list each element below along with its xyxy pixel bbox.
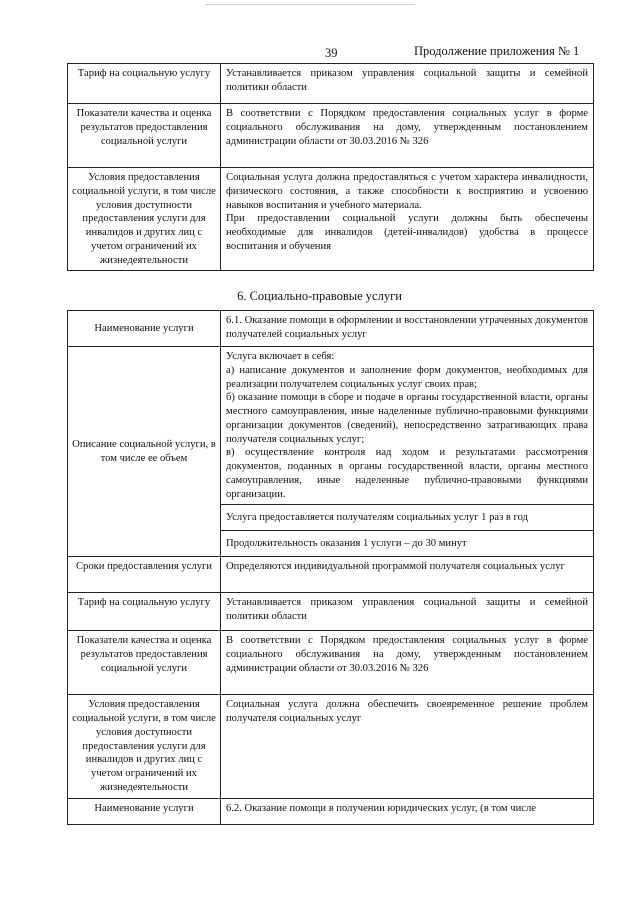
quality-value: В соответствии с Порядком предоставления социальных услуг в форме социального обслуживания на дому, утвержденным постановлением администрации области от 30.03.2016 № 326	[221, 104, 594, 168]
next-service-name-label: Наименование услуги	[68, 798, 221, 824]
frequency-value: Услуга предоставляется получателям социальных услуг 1 раз в год	[221, 505, 594, 531]
quality-value: В соответствии с Порядком предоставления социальных услуг в форме социального обслуживания на дому, утвержденным постановлением администрации области от 30.03.2016 № 326	[221, 631, 594, 695]
conditions-line: При предоставлении социальной услуги должны быть обеспечены необходимые для инвалидов (детей-инвалидов) удобства в процессе воспитания и обучения	[226, 213, 588, 252]
table-row	[68, 557, 594, 593]
duration-value: Продолжительность оказания 1 услуги – до 30 минут	[221, 531, 594, 557]
quality-label: Показатели качества и оценка результатов предоставления социальной услуги	[68, 631, 221, 695]
description-label: Описание социальной услуги, в том числе ее объем	[68, 347, 221, 557]
table-row	[68, 168, 594, 271]
table-row	[68, 64, 594, 104]
conditions-value: Социальная услуга должна обеспечить своевременное решение проблем получателя социальных услуг	[221, 695, 594, 798]
tariff-value: Устанавливается приказом управления социальной защиты и семейной политики области	[221, 64, 594, 104]
conditions-label: Условия предоставления социальной услуги, в том числе условия доступности предоставления услуги для инвалидов и других лиц с учетом ограничений их жизнедеятельности	[68, 168, 221, 271]
social-legal-services-table	[67, 310, 594, 825]
table-row	[68, 798, 594, 824]
description-value	[221, 347, 594, 505]
page-number: 39	[325, 46, 338, 60]
table-row	[68, 311, 594, 347]
description-line: в) осуществление контроля над ходом и результатами рассмотрения документов, поданных в органы государственной власти, органы местного самоуправления, иные наделенные публично-правовыми функциями организации.	[226, 447, 588, 500]
scan-top-mark	[205, 4, 415, 8]
table-row	[68, 104, 594, 168]
table-row	[68, 347, 594, 505]
terms-value: Определяются индивидуальной программой получателя социальных услуг	[221, 557, 594, 593]
next-service-name-value: 6.2. Оказание помощи в получении юридических услуг, (в том числе	[221, 798, 594, 824]
service-name-label: Наименование услуги	[68, 311, 221, 347]
top-service-table	[67, 63, 594, 271]
terms-label: Сроки предоставления услуги	[68, 557, 221, 593]
service-name-value: 6.1. Оказание помощи в оформлении и восстановлении утраченных документов получателей социальных услуг	[221, 311, 594, 347]
table-row	[68, 695, 594, 798]
tariff-value: Устанавливается приказом управления социальной защиты и семейной политики области	[221, 593, 594, 631]
table-row	[68, 593, 594, 631]
description-line: а) написание документов и заполнение форм документов, необходимых для реализации получателем социальных услуг своих прав;	[226, 364, 588, 390]
section-title: 6. Социально-правовые услуги	[237, 289, 402, 303]
conditions-line: Социальная услуга должна предоставляться с учетом характера инвалидности, физического состояния, а также способности к восприятию и усвоению навыков воспитания и учебного материала.	[226, 172, 588, 211]
description-line: б) оказание помощи в сборе и подаче в органы государственной власти, органы местного самоуправления, иные наделенные публично-правовыми функциями организации документов (сведений), непосредственно затрагивающих права получателя социальных услуг;	[226, 392, 588, 445]
conditions-label: Условия предоставления социальной услуги, в том числе условия доступности предоставления услуги для инвалидов и других лиц с учетом ограничений их жизнедеятельности	[68, 695, 221, 798]
tariff-label: Тариф на социальную услугу	[68, 593, 221, 631]
description-line: Услуга включает в себя:	[226, 351, 335, 362]
conditions-value	[221, 168, 594, 271]
quality-label: Показатели качества и оценка результатов предоставления социальной услуги	[68, 104, 221, 168]
appendix-continuation-header: Продолжение приложения № 1	[414, 44, 580, 58]
table-row	[68, 631, 594, 695]
tariff-label: Тариф на социальную услугу	[68, 64, 221, 104]
